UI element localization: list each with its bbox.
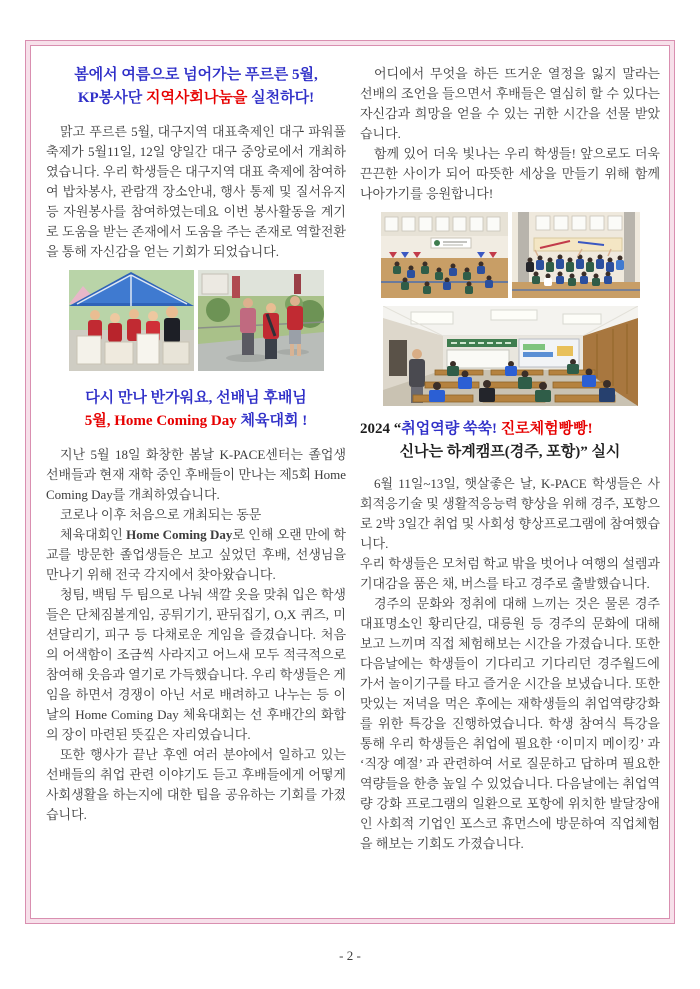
right-column: [360, 54, 660, 854]
article1-paragraph: 맑고 푸르른 5월, 대구지역 대표축제인 대구 파워풀 축제가 5월11일, 12일 양일간 대구 중앙로에서 개최하였습니다. 우리 학생들은 대구지역 대표 축제에 참여하여 밥차봉사, 관람객 장소안내, 행사 통제 및 질서유지 등 자원봉사를 참여하였는데요 이번 봉사활동을 계기로 도움을 받는 존재에서 도움을 주는 존재로 역할전환을 통해 자신감을 얻는 기회가 되었습니다.: [46, 124, 346, 259]
lecture-photo-row: [360, 306, 660, 406]
left-column: [46, 54, 346, 854]
article3-title-line1c: 진로체험빵빵!: [496, 421, 593, 437]
article1-photo-row: [46, 270, 346, 371]
article3-title: [360, 418, 660, 464]
article2-paragraph-5: 또한 행사가 끝난 후엔 여러 분야에서 일하고 있는 선배들의 취업 관련 이야기도 듣고 후배들에게 어떻게 사회생활을 하는지에 대한 팁을 공유하는 기회를 가졌습니다.: [46, 747, 346, 822]
festival-park-volunteers-photo: [198, 270, 324, 371]
article3-paragraph-3: 경주의 문화와 정취에 대해 느끼는 것은 물론 경주 대표명소인 황리단길, 대릉원 등 경주의 문화에 대해 보고 느끼며 직접 체험해보는 시간을 가졌습니다. 또한 다음날에는 학생들이 기다리고 기다리던 경주월드에 가서 놀이기구를 타고 즐거운 시간을 보냈습니다. 또한 맛있는 저녁을 먹은 후에는 재학생들의 취업역량강화를 위한 특강을 진행하였습니다. 학생 참여식 특강을 통해 우리 학생들은 취업에 필요한 ‘이미지 메이킹’ 과 ‘직장 예절’ 과 관련하여 서로 질문하고 답하며 필요한 역량들을 한층 높일 수 있었습니다. 다음날에는 취업역량 강화 프로그램의 일환으로 포항에 위치한 발달장애인 사회적 기업인 포스코 휴먼스에 방문하여 직업체험을 해보는 기회도 가졌습니다.: [360, 596, 660, 851]
page-border-frame: [25, 40, 675, 924]
article2-title-line2b: 체육대회 !: [236, 413, 308, 429]
intro-paragraph-2: 함께 있어 더욱 빛나는 우리 학생들! 앞으로도 더욱 끈끈한 사이가 되어 따뜻한 세상을 만들기 위해 함께 나아가기를 응원합니다!: [360, 146, 660, 201]
page-content-area: [30, 45, 670, 919]
page-number: - 2 -: [339, 948, 361, 963]
article2-title: [46, 387, 346, 433]
article3-title-line2: 신나는 하계캠프(경주, 포항)” 실시: [399, 444, 621, 460]
home-coming-day-bold: Home Coming Day: [126, 527, 233, 542]
article2-paragraph-3: 체육대회인 Home Coming Day로 인해 오랜 만에 학교를 방문한 졸업생들은 보고 싶었던 후배, 선생님을 만나기 위해 전국 각지에서 찾아왔습니다.: [46, 527, 346, 582]
festival-food-tent-volunteers-photo: [69, 270, 194, 371]
homecoming-photo-row: [360, 212, 660, 298]
article2-paragraph-2: 코로나 이후 처음으로 개최되는 동문: [60, 507, 262, 522]
article3-title-line1b: 취업역량 쑥쑥!: [401, 421, 497, 437]
article3-paragraph-2: 우리 학생들은 모처럼 학교 밖을 벗어나 여행의 설렘과 기대감을 품은 채, 버스를 타고 경주로 출발했습니다.: [360, 556, 660, 591]
gym-group-banner-photo: [512, 212, 640, 298]
article1-title-line2c: 실천하다!: [247, 90, 315, 106]
article1-title: [46, 64, 346, 110]
article1-title-line2b: 지역사회나눔을: [145, 90, 248, 106]
article2-title-line1: 다시 만나 반가워요, 선배님 후배님: [85, 390, 307, 406]
article2-paragraph-1: 지난 5월 18일 화창한 봄날 K-PACE센터는 졸업생 선배들과 현재 재학 중인 후배들이 만나는 제5회 Home Coming Day를 개최하였습니다.: [46, 447, 346, 502]
article1-title-line2a: KP봉사단: [77, 90, 146, 106]
article2-title-line2a: 5월, Home Coming Day: [84, 413, 237, 429]
article3-title-line1a: 2024 “: [360, 421, 402, 437]
career-lecture-classroom-photo: [383, 306, 638, 406]
two-column-layout: [31, 46, 669, 860]
article1-title-line1: 봄에서 여름으로 넘어가는 푸르른 5월,: [74, 67, 318, 83]
article3-paragraph-1: 6월 11일~13일, 햇살좋은 날, K-PACE 학생들은 사회적응기술 및 생활적응능력 향상을 위해 경주, 포항으로 2박 3일간 취업 및 사회성 향상프로그램에 참여했습니다.: [360, 476, 660, 551]
intro-paragraph-1: 어디에서 무엇을 하든 뜨거운 열정을 잃지 말라는 선배의 조언을 들으면서 후배들은 열심히 할 수 있다는 자신감과 희망을 얻을 수 있는 귀한 시간을 선물 받았습니다.: [360, 66, 660, 141]
gym-students-seated-photo: [381, 212, 508, 298]
article2-paragraph-4: 청팀, 백팀 두 팀으로 나눠 색깔 옷을 맞춰 입은 학생들은 단체짐볼게임, 공튀기기, 판뒤집기, O,X 퀴즈, 미션달리기, 피구 등 다채로운 게임을 즐겼습니다. 처음의 어색함이 조금씩 사라지고 어느새 모두 적극적으로 참여해 웃음과 열기로 가득했습니다. 우리 학생들은 게임을 하면서 경쟁이 아닌 서로 배려하고 나누는 등 이날의 Home Coming Day 체육대회는 선 후배간의 화합의 장이 마련된 뜻깊은 자리였습니다.: [46, 587, 346, 742]
